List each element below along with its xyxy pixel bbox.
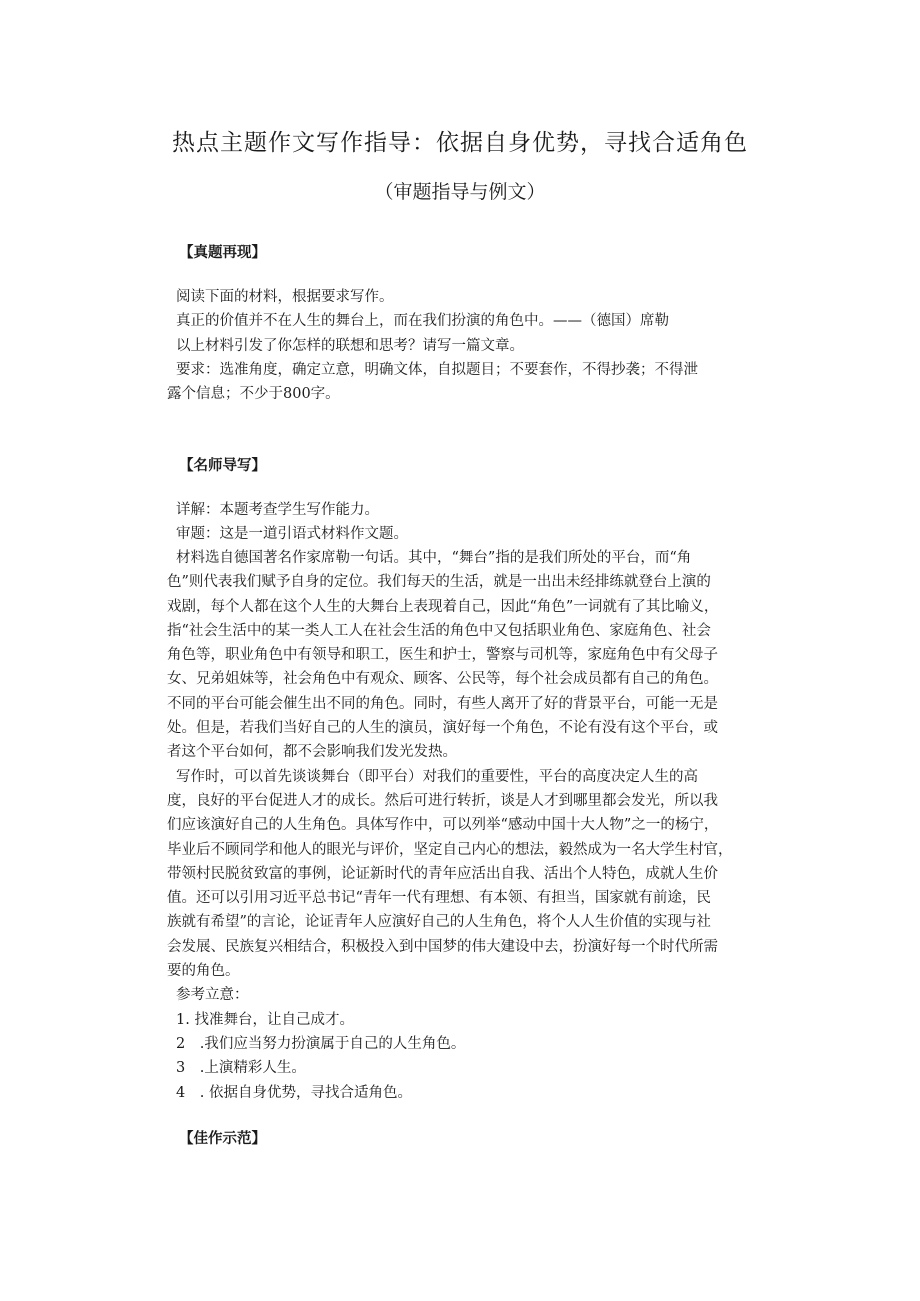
paragraph-line: 材料选自德国著名作家席勒一句话。其中，“舞台”指的是我们所处的平台，而“角 <box>176 550 692 566</box>
section-heading-zhenti: 【真题再现】 <box>179 245 266 261</box>
paragraph-line: 不同的平台可能会催生出不同的角色。同时，有些人离开了好的背景平台，可能一无是 <box>167 696 718 712</box>
paragraph-line: 族就有希望”的言论，论证青年人应演好自己的人生角色，将个人人生价值的实现与社 <box>167 914 711 930</box>
paragraph-line: 写作时，可以首先谈谈舞台（即平台）对我们的重要性，平台的高度决定人生的高 <box>176 769 698 785</box>
paragraph-line: 戏剧，每个人都在这个人生的大舞台上表现着自己，因此“角色”一词就有了其比喻义， <box>167 599 719 615</box>
paragraph-line: 们应该演好自己的人生角色。具体写作中，可以列举“感动中国十大人物”之一的杨宁， <box>167 817 719 833</box>
paragraph-line: 要求：选准角度，确定立意，明确文体，自拟题目；不要套作，不得抄袭；不得泄 <box>176 362 698 378</box>
paragraph-line: 阅读下面的材料，根据要求写作。 <box>176 289 394 305</box>
paragraph-line: 女、兄弟姐妹等，社会角色中有观众、顾客、公民等，每个社会成员都有自己的角色。 <box>167 671 718 687</box>
paragraph-line: 色”则代表我们赋予自身的定位。我们每天的生活，就是一出出未经排练就登台上演的 <box>167 574 711 590</box>
paragraph-line: 参考立意： <box>176 987 249 1003</box>
paragraph-line: 带领村民脱贫致富的事例，论证新时代的青年应活出自我、活出个人特色，成就人生价 <box>167 866 718 882</box>
paragraph-line: 指“社会生活中的某一类人工人在社会生活的角色中又包括职业角色、家庭角色、社会 <box>167 623 711 639</box>
paragraph-line: 以上材料引发了你怎样的联想和思考？请写一篇文章。 <box>176 338 524 354</box>
paragraph-line: 值。还可以引用习近平总书记“青年一代有理想、有本领、有担当，国家就有前途，民 <box>167 890 711 906</box>
list-item: 3 .上演精彩人生。 <box>176 1060 306 1076</box>
list-item: 1. 找准舞台，让自己成才。 <box>176 1012 354 1028</box>
paragraph-line: 审题：这是一道引语式材料作文题。 <box>176 526 408 542</box>
paragraph-line: 处。但是，若我们当好自己的人生的演员，演好每一个角色，不论有没有这个平台，或 <box>167 720 718 736</box>
list-item: 4 . 依据自身优势，寻找合适角色。 <box>176 1085 412 1101</box>
paragraph-line: 者这个平台如何，都不会影响我们发光发热。 <box>167 744 457 760</box>
paragraph-line: 角色等，职业角色中有领导和职工，医生和护士，警察与司机等，家庭角色中有父母子 <box>167 647 718 663</box>
section-heading-jiazuo: 【佳作示范】 <box>179 1131 266 1147</box>
paragraph-line: 要的角色。 <box>167 963 240 979</box>
paragraph-line: 露个信息；不少于800字。 <box>167 386 340 402</box>
section-heading-mingshi: 【名师导写】 <box>179 458 266 474</box>
paragraph-line: 度，良好的平台促进人才的成长。然后可进行转折，谈是人才到哪里都会发光，所以我 <box>167 793 718 809</box>
paragraph-line: 详解：本题考查学生写作能力。 <box>176 502 379 518</box>
document-subtitle: （审题指导与例文） <box>374 181 546 203</box>
paragraph-line: 真正的价值并不在人生的舞台上，而在我们扮演的角色中。——（德国）席勒 <box>176 313 669 329</box>
document-title: 热点主题作文写作指导：依据自身优势，寻找合适角色 <box>172 130 748 156</box>
paragraph-line: 会发展、民族复兴相结合，积极投入到中国梦的伟大建设中去，扮演好每一个时代所需 <box>167 939 718 955</box>
list-item: 2 .我们应当努力扮演属于自己的人生角色。 <box>176 1036 466 1052</box>
paragraph-line: 毕业后不顾同学和他人的眼光与评价，坚定自己内心的想法，毅然成为一名大学生村官， <box>167 842 733 858</box>
